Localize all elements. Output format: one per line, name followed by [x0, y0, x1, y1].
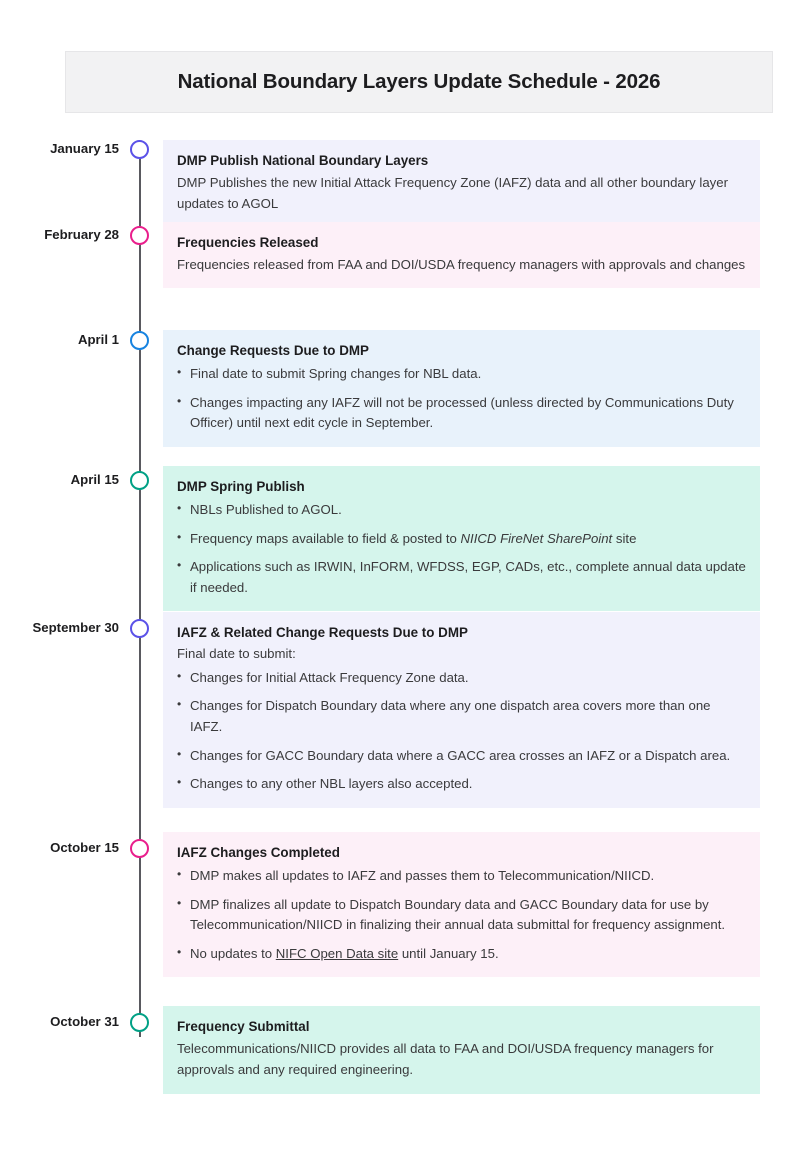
- timeline-marker-icon: [130, 1013, 149, 1032]
- event-date-label: April 15: [70, 472, 119, 487]
- event-card-bullet-list: [177, 364, 746, 434]
- timeline-marker-icon: [130, 226, 149, 245]
- timeline-marker-icon: [130, 331, 149, 350]
- nifc-open-data-link[interactable]: NIFC Open Data site: [275, 945, 399, 961]
- event-card-bullet: • Changes for Initial Attack Frequency Zone data.: [177, 668, 746, 689]
- event-card: [163, 330, 760, 447]
- header-banner: [65, 51, 773, 113]
- event-card: [163, 140, 760, 228]
- event-card-title: Frequency Submittal: [177, 1019, 310, 1034]
- event-card-title: DMP Spring Publish: [177, 479, 305, 494]
- event-card-bullet: • DMP finalizes all update to Dispatch Boundary data and GACC Boundary data for use by Telecommunication/NIICD in finalizing their annual data submittal for frequency assignment.: [177, 895, 746, 936]
- timeline-marker-icon: [130, 140, 149, 159]
- event-card-bullet: • Changes impacting any IAFZ will not be processed (unless directed by Communications Duty Officer) until next edit cycle in September.: [177, 393, 746, 434]
- event-date-label: April 1: [77, 332, 119, 347]
- event-card: [163, 832, 760, 977]
- event-card: [163, 222, 760, 288]
- page-title: National Boundary Layers Update Schedule - 2026: [177, 70, 661, 93]
- timeline-rail: [139, 152, 141, 1037]
- event-card-bullet-list: [177, 668, 746, 795]
- event-card-title: Change Requests Due to DMP: [177, 343, 369, 358]
- event-date-label: September 30: [32, 620, 119, 635]
- timeline-marker-icon: [130, 619, 149, 638]
- event-date-label: October 15: [50, 840, 119, 855]
- timeline-marker-icon: [130, 839, 149, 858]
- event-card-title: Frequencies Released: [177, 235, 319, 250]
- event-card: [163, 1006, 760, 1094]
- event-card-title: DMP Publish National Boundary Layers: [177, 153, 429, 168]
- event-card-title: IAFZ Changes Completed: [177, 845, 340, 860]
- event-card-bullet: • No updates to NIFC Open Data site until January 15.: [177, 944, 746, 965]
- emphasis-italic: NIICD FireNet SharePoint: [460, 530, 613, 546]
- event-card-bullet: • Changes to any other NBL layers also accepted.: [177, 774, 746, 795]
- event-card-bullet: • Changes for GACC Boundary data where a GACC area crosses an IAFZ or a Dispatch area.: [177, 746, 746, 767]
- event-card-title: IAFZ & Related Change Requests Due to DMP: [177, 625, 468, 640]
- event-card-bullet-list: [177, 866, 746, 964]
- event-date-label: February 28: [44, 227, 119, 242]
- timeline-marker-icon: [130, 471, 149, 490]
- event-card-bullet: • Final date to submit Spring changes for NBL data.: [177, 364, 746, 385]
- event-card-bullet-list: [177, 500, 746, 598]
- event-date-label: January 15: [50, 141, 119, 156]
- event-card-paragraph: DMP Publishes the new Initial Attack Frequency Zone (IAFZ) data and all other boundary layer updates to AGOL: [177, 175, 728, 212]
- event-card-bullet: • Applications such as IRWIN, InFORM, WFDSS, EGP, CADs, etc., complete annual data update if needed.: [177, 557, 746, 598]
- event-card: [163, 612, 760, 808]
- event-card-paragraph: Frequencies released from FAA and DOI/USDA frequency managers with approvals and changes: [177, 257, 746, 273]
- event-card-bullet: • Changes for Dispatch Boundary data where any one dispatch area covers more than one IAFZ.: [177, 696, 746, 737]
- event-card-subtext: Final date to submit:: [177, 646, 296, 662]
- event-date-label: October 31: [50, 1014, 119, 1029]
- event-card-paragraph: Telecommunications/NIICD provides all data to FAA and DOI/USDA frequency managers for approvals and any required engineering.: [177, 1041, 714, 1078]
- event-card-bullet: • DMP makes all updates to IAFZ and passes them to Telecommunication/NIICD.: [177, 866, 746, 887]
- event-card: [163, 466, 760, 611]
- event-card-bullet: • Frequency maps available to field & posted to NIICD FireNet SharePoint site: [177, 529, 746, 550]
- event-card-bullet: • NBLs Published to AGOL.: [177, 500, 746, 521]
